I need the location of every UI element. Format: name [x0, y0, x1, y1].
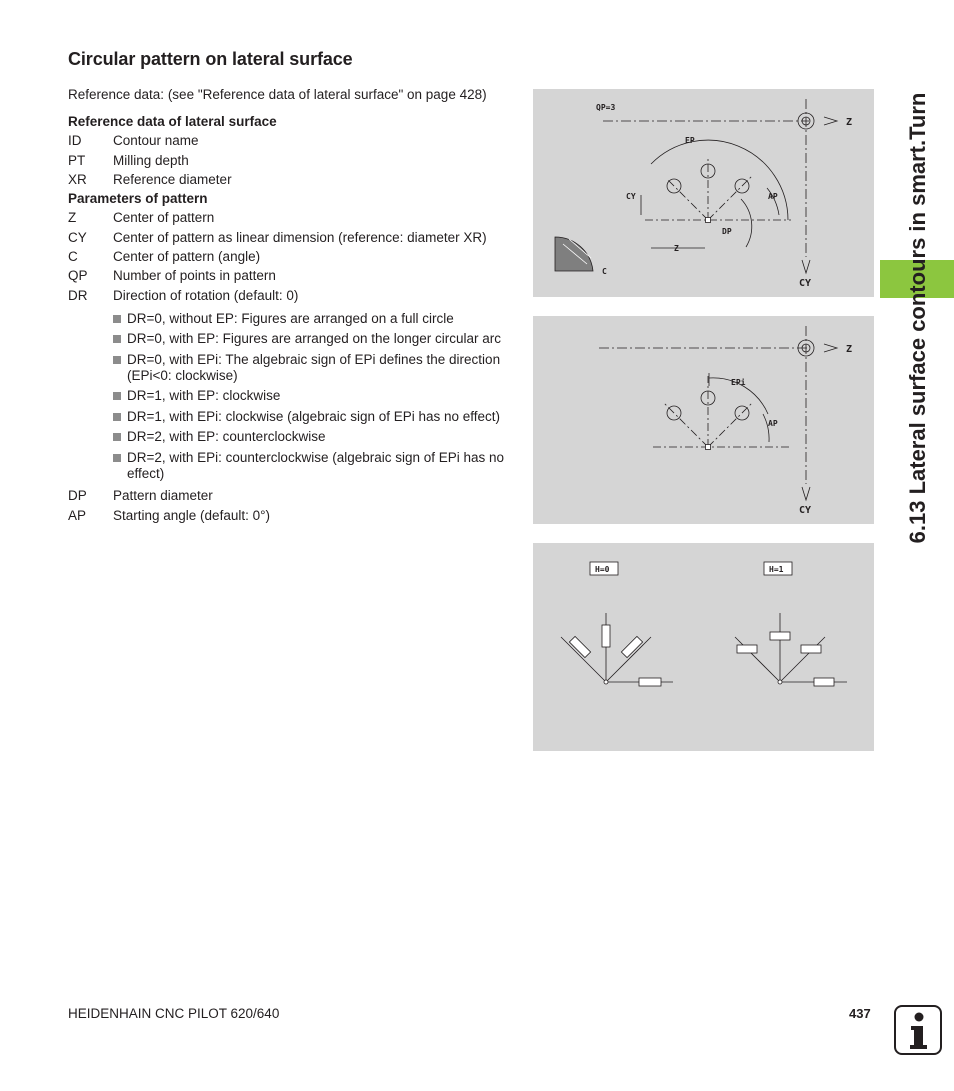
reference-line: Reference data: (see "Reference data of lateral surface" on page 428) [68, 87, 487, 102]
list-item: DR=2, with EP: counterclockwise [113, 429, 518, 445]
label-c: C [602, 267, 607, 276]
param-desc: Milling depth [113, 152, 189, 168]
param-code: DR [68, 287, 88, 303]
figure-pattern-epi [533, 316, 874, 524]
param-row [68, 486, 518, 505]
param-code: DP [68, 488, 87, 504]
param-row [68, 228, 518, 247]
param-desc: Center of pattern (angle) [113, 249, 261, 265]
param-code: PT [68, 152, 86, 168]
list-item: DR=1, with EP: clockwise [113, 388, 518, 404]
chapter-title: 6.13 Lateral surface contours in smart.Turn [905, 92, 930, 544]
figure-pattern-full [533, 89, 874, 297]
list-item: DR=0, without EP: Figures are arranged on a full circle [113, 311, 518, 327]
param-code: ID [68, 133, 82, 149]
label-ep: EP [685, 136, 695, 145]
param-row [68, 506, 518, 525]
param-desc: Center of pattern as linear dimension (reference: diameter XR) [113, 229, 487, 245]
param-row [68, 131, 518, 150]
param-desc: Number of points in pattern [113, 268, 276, 284]
label-cy-small: CY [626, 192, 636, 201]
param-row [68, 266, 518, 285]
section-heading-reference: Reference data of lateral surface [68, 114, 277, 129]
label-z-small: Z [674, 244, 679, 253]
param-desc: Reference diameter [113, 171, 232, 187]
param-code: Z [68, 210, 77, 226]
label-qp: QP=3 [596, 103, 616, 112]
dp-arc [741, 199, 752, 247]
label-ap: AP [768, 192, 778, 201]
page-number: 437 [849, 1006, 871, 1021]
param-code: CY [68, 229, 87, 245]
param-desc: Starting angle (default: 0°) [113, 507, 270, 523]
section-heading-pattern: Parameters of pattern [68, 191, 208, 207]
dr-options-list [113, 311, 518, 482]
list-item: DR=1, with EPi: clockwise (algebraic sign of EPi has no effect) [113, 409, 518, 425]
param-desc: Contour name [113, 133, 199, 149]
param-desc: Direction of rotation (default: 0) [113, 287, 299, 303]
list-item: DR=0, with EPi: The algebraic sign of EPi defines the direction (EPi<0: clockwise) [113, 352, 518, 384]
label-z-axis: Z [846, 344, 853, 355]
label-cy-axis: CY [799, 278, 812, 289]
param-code: XR [68, 171, 87, 187]
label-h1: H=1 [769, 565, 784, 574]
param-row [68, 170, 518, 189]
label-ap: AP [768, 419, 778, 428]
diagram-svg [533, 543, 874, 751]
label-epi: EPi [731, 378, 746, 387]
param-code: QP [68, 268, 88, 284]
info-icon [894, 1005, 942, 1055]
param-desc: Pattern diameter [113, 488, 213, 504]
figure-orientation-h [533, 543, 874, 751]
label-dp: DP [722, 227, 732, 236]
list-item: DR=0, with EP: Figures are arranged on the longer circular arc [113, 331, 518, 347]
z-arrow [824, 117, 837, 125]
param-row [68, 151, 518, 170]
cy-arrow [802, 260, 810, 273]
label-h0: H=0 [595, 565, 610, 574]
label-cy-axis: CY [799, 505, 812, 516]
footer-manual: HEIDENHAIN CNC PILOT 620/640 [68, 1006, 280, 1021]
workpiece-section [555, 237, 593, 271]
diagram-svg [533, 89, 874, 297]
param-row [68, 286, 518, 305]
param-code: C [68, 249, 78, 265]
page-title: Circular pattern on lateral surface [68, 49, 353, 69]
parameter-list [68, 112, 518, 525]
param-row [68, 247, 518, 266]
param-code: AP [68, 507, 87, 523]
param-row [68, 208, 518, 227]
list-item: DR=2, with EPi: counterclockwise (algebraic sign of EPi has no effect) [113, 450, 518, 482]
param-desc: Center of pattern [113, 210, 215, 226]
label-z-axis: Z [846, 117, 853, 128]
diagram-svg [533, 316, 874, 524]
